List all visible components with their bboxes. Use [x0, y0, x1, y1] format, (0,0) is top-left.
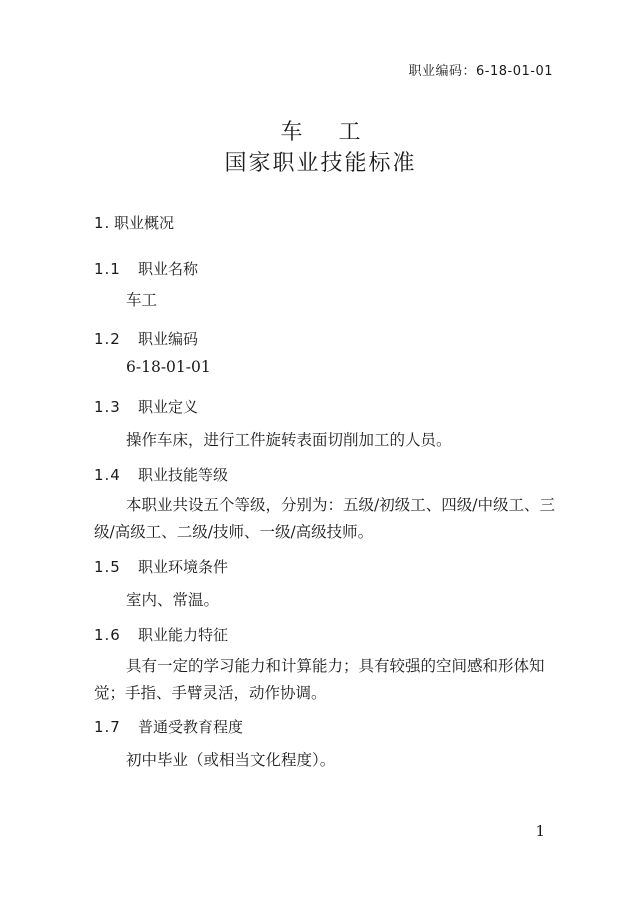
section-body-1-4: 本职业共设五个等级，分别为：五级/初级工、四级/中级工、三级/高级工、二级/技师、一级/高级技师。 [94, 496, 555, 541]
section-body-1-7: 初中毕业（或相当文化程度）。 [126, 751, 336, 769]
section-title: 职业定义 [138, 398, 199, 416]
section-heading-1-7 [94, 716, 243, 737]
section-heading-1-2 [94, 328, 198, 349]
section-body-1-6: 具有一定的学习能力和计算能力；具有较强的空间感和形体知觉；手指、手臂灵活，动作协调。 [94, 657, 545, 702]
section-heading-1-4 [94, 464, 228, 485]
section-title: 职业能力特征 [138, 626, 229, 644]
section-title: 职业概况 [114, 214, 175, 232]
section-title: 普通受教育程度 [138, 718, 244, 736]
section-number: 1.1 [94, 260, 121, 278]
section-heading-1-1 [94, 258, 198, 279]
section-body-1-3: 操作车床，进行工件旋转表面切削加工的人员。 [126, 431, 452, 449]
document-title-line1: 车工 [280, 120, 397, 145]
section-title: 职业技能等级 [138, 466, 229, 484]
section-number: 1. [94, 214, 111, 232]
section-title: 职业环境条件 [138, 558, 229, 576]
section-number: 1.2 [94, 330, 121, 348]
section-number: 1.4 [94, 466, 121, 484]
section-number: 1.3 [94, 398, 121, 416]
section-heading-1-5 [94, 556, 228, 577]
section-heading-1-6 [94, 624, 228, 645]
section-number: 1.5 [94, 558, 121, 576]
section-number: 1.7 [94, 718, 121, 736]
section-title: 职业名称 [138, 260, 199, 278]
section-heading-1-3 [94, 396, 198, 417]
section-number: 1.6 [94, 626, 121, 644]
section-body-1-2: 6-18-01-01 [126, 358, 211, 376]
occupation-code-header: 职业编码：6-18-01-01 [408, 64, 553, 79]
document-title-line2: 国家职业技能标准 [224, 151, 417, 176]
section-title: 职业编码 [138, 330, 199, 348]
section-heading-1 [94, 212, 174, 233]
section-body-1-5: 室内、常温。 [126, 591, 220, 609]
section-body-1-1: 车工 [126, 291, 158, 309]
page-number: 1 [535, 822, 545, 840]
